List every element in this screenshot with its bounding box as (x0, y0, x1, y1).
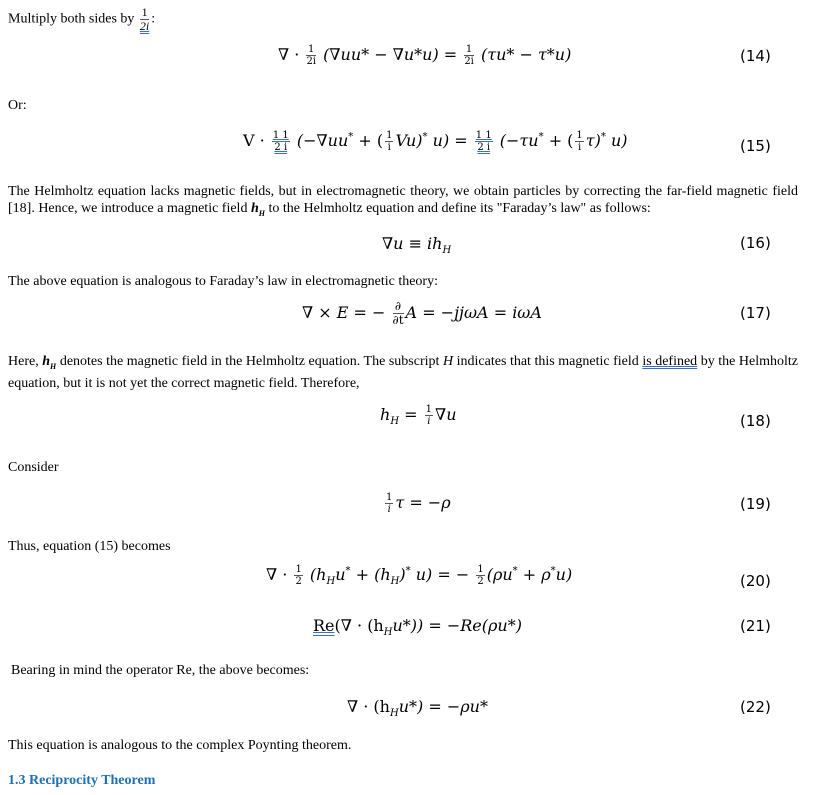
math-token: indicates that this magnetic field (456, 354, 639, 369)
equation-number-15: (15) (740, 137, 771, 155)
math-token: * (422, 131, 428, 143)
math-token: 1 1 (475, 130, 492, 141)
math-token: * (538, 131, 544, 143)
math-token: ) (399, 565, 406, 584)
math-token: 1 (425, 404, 433, 415)
math-token: * (345, 565, 351, 577)
equation-19 (383, 492, 451, 515)
equation-22 (347, 697, 488, 719)
math-token: * (550, 565, 556, 577)
math-token: ∇ · (h (347, 697, 390, 716)
math-token: u) = (432, 131, 468, 150)
fraction (575, 130, 583, 153)
paragraph-helmholtz (8, 183, 798, 222)
math-token: * (512, 565, 518, 577)
fraction (476, 564, 484, 587)
math-token: ∇ · (278, 45, 300, 64)
equation-number-21: (21) (740, 617, 771, 635)
bearing-label: Bearing in mind the operator Re, the above becomes: (11, 663, 310, 678)
math-token: (−τu (499, 131, 539, 150)
math-token: 1 (386, 492, 393, 503)
math-token: (h (309, 565, 327, 584)
fraction (385, 492, 393, 515)
math-token: 1 1 (272, 130, 289, 141)
math-token: ∂t (392, 313, 404, 327)
math-token: H (50, 361, 57, 371)
math-token: H (442, 245, 452, 257)
math-token: τ = −ρ (395, 493, 451, 512)
equation-15 (243, 130, 628, 153)
or-label: Or: (8, 98, 27, 113)
math-token: i (427, 416, 431, 427)
math-token: Here, (8, 354, 39, 369)
math-token: + ( (548, 131, 574, 150)
math-token: + ρ (522, 565, 551, 584)
math-token: 1 (308, 44, 315, 55)
math-token: h (250, 201, 259, 216)
math-token: (∇uu* − ∇u*u) = (323, 45, 458, 64)
math-token: 1 (576, 130, 583, 141)
intro-text: Multiply both sides by (8, 11, 135, 27)
math-token: u (335, 565, 346, 584)
equation-number-19: (19) (740, 495, 771, 513)
math-token: * (348, 131, 354, 143)
equation-21 (313, 616, 522, 638)
math-token: ∂ (393, 300, 404, 314)
fraction (272, 130, 290, 153)
math-token: Vu) (395, 131, 423, 150)
math-token: 2 (295, 576, 302, 587)
math-token: * (405, 565, 411, 577)
math-token: u) (610, 131, 628, 150)
thus-label: Thus, equation (15) becomes (8, 539, 171, 554)
math-token: + ( (358, 131, 384, 150)
equation-20 (266, 564, 572, 587)
math-token: H (390, 576, 400, 588)
equation-number-22: (22) (740, 698, 771, 716)
math-token: to the Helmholtz equation and define its "Faraday’s law" as follows: (268, 201, 651, 216)
math-token: τ) (585, 131, 601, 150)
fraction (393, 300, 404, 327)
equation-number-16: (16) (740, 234, 771, 252)
math-token: + (h (355, 565, 391, 584)
math-token: h (42, 354, 51, 369)
math-token: H (258, 208, 265, 218)
intro-fraction (140, 6, 149, 33)
math-token: 2 (477, 576, 484, 587)
math-token: * (600, 131, 606, 143)
math-token: 1 (141, 5, 148, 19)
math-token: : (151, 11, 156, 27)
math-token: (∇ · (h (334, 616, 384, 635)
math-token: i (387, 142, 391, 153)
section-heading: 1.3 Reciprocity Theorem (8, 773, 156, 788)
grammar-underline: is defined (642, 354, 698, 369)
math-token: u*)) = −Re(ρu*) (392, 616, 522, 635)
equation-16 (382, 234, 451, 256)
math-token: (−∇uu (296, 131, 349, 150)
math-token: ∇ × E = − (302, 303, 386, 322)
math-token: h (380, 405, 391, 424)
math-token: = (404, 405, 418, 424)
math-token: 1 (295, 564, 302, 575)
consider-label: Consider (8, 460, 59, 475)
math-token: by the Helmholtz equation, but it is not yet the correct magnetic field. Therefore, (8, 354, 799, 391)
math-token: denotes the magnetic field in the Helmholtz equation. The subscript (59, 354, 440, 369)
math-token: 2i (464, 56, 474, 67)
math-token: i (387, 504, 391, 515)
math-token: 1 (386, 130, 393, 141)
math-token: ∇u ≡ ih (382, 234, 443, 253)
math-token: 1 (477, 564, 484, 575)
math-token: u) (555, 565, 573, 584)
math-token: (ρu (486, 565, 513, 584)
math-token: H (389, 708, 399, 720)
paragraph-subscript (8, 353, 798, 392)
paragraph-faraday: The above equation is analogous to Faraday’s law in electromagnetic theory: (8, 274, 438, 289)
equation-number-14: (14) (740, 47, 771, 65)
math-token: 2i (139, 19, 150, 33)
math-token: (τu* − τ*u) (480, 45, 572, 64)
equation-number-20: (20) (740, 572, 771, 590)
math-token: 2 i (477, 142, 491, 153)
equation-18 (380, 404, 457, 427)
math-token: ∇ · (266, 565, 288, 584)
math-token: u) = − (415, 565, 470, 584)
fraction (306, 44, 316, 67)
math-token: i (578, 142, 582, 153)
math-token: 2i (306, 56, 316, 67)
math-token: The Helmholtz equation lacks magnetic fields, but in electromagnetic theory, we obtain particles by correcting the far-field magnetic field [18]. Hence, we introduce a magnetic field (8, 184, 798, 216)
fraction (475, 130, 493, 153)
spell-underline: Re (313, 616, 335, 635)
math-token: H (390, 416, 400, 428)
equation-number-17: (17) (740, 304, 771, 322)
math-token: H (383, 627, 393, 639)
math-token: 1 (465, 44, 473, 55)
fraction (294, 564, 302, 587)
fraction (425, 404, 433, 427)
math-token: V · (243, 131, 265, 150)
fraction (464, 44, 474, 67)
equation-17 (302, 300, 542, 327)
math-token: H (326, 576, 336, 588)
equation-number-18: (18) (740, 412, 771, 430)
poynting-label: This equation is analogous to the complex Poynting theorem. (8, 738, 352, 753)
math-token: A = −jjωA = iωA (405, 303, 542, 322)
math-token: ∇u (435, 405, 457, 424)
math-token: H (442, 354, 454, 369)
math-token: u*) = −ρu* (398, 697, 488, 716)
math-token: 2 i (274, 142, 288, 153)
equation-14 (278, 44, 571, 67)
intro-line (8, 6, 155, 33)
fraction (385, 130, 393, 153)
